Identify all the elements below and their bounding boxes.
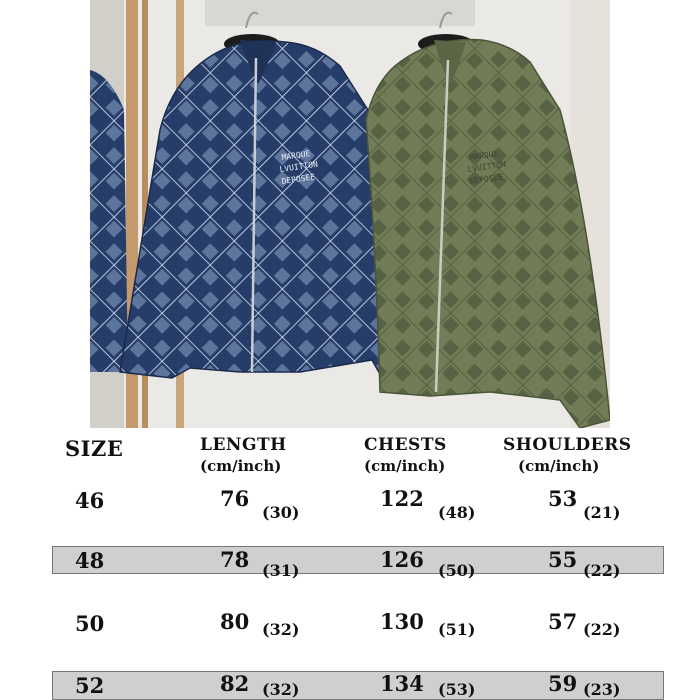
svg-text:DEPOSEE: DEPOSEE — [469, 172, 504, 186]
table-row-shoulder-inch: (22) — [583, 620, 621, 639]
header-chests-unit: (cm/inch) — [364, 457, 446, 475]
header-size: SIZE — [65, 436, 124, 461]
table-row-chest-inch: (50) — [438, 561, 476, 580]
table-row-size: 50 — [75, 611, 105, 636]
table-row-length: 78 — [220, 547, 250, 572]
table-row-length-inch: (31) — [262, 561, 300, 580]
table-row-length-inch: (32) — [262, 680, 300, 699]
header-length-unit: (cm/inch) — [200, 457, 282, 475]
svg-text:LVUITTON: LVUITTON — [279, 159, 319, 174]
table-row-chest-inch: (48) — [438, 503, 476, 522]
jackets-illustration — [90, 0, 610, 428]
table-row-chest: 126 — [380, 547, 424, 572]
table-row-shoulder-inch: (23) — [583, 680, 621, 699]
table-row-shoulder: 53 — [548, 486, 578, 511]
table-row-length: 80 — [220, 609, 250, 634]
table-row-shoulder: 55 — [548, 547, 578, 572]
table-row-length-inch: (32) — [262, 620, 300, 639]
table-row-chest: 134 — [380, 671, 424, 696]
table-row-size: 48 — [75, 548, 105, 573]
header-shoulders: SHOULDERS — [503, 435, 632, 455]
table-row-size: 46 — [75, 488, 105, 513]
table-row-size: 52 — [75, 673, 105, 698]
table-row-chest-inch: (53) — [438, 680, 476, 699]
table-row-length: 82 — [220, 671, 250, 696]
table-row-length-inch: (30) — [262, 503, 300, 522]
svg-text:MARQUE: MARQUE — [281, 149, 311, 162]
header-shoulders-unit: (cm/inch) — [518, 457, 600, 475]
table-row-chest-inch: (51) — [438, 620, 476, 639]
table-row-shoulder: 59 — [548, 671, 578, 696]
table-row-shoulder-inch: (22) — [583, 561, 621, 580]
product-photo — [90, 0, 610, 428]
svg-text:LVUITTON: LVUITTON — [467, 159, 507, 174]
header-length: LENGTH — [200, 435, 287, 455]
table-row-chest: 130 — [380, 609, 424, 634]
svg-text:MARQUE: MARQUE — [469, 149, 499, 162]
table-row-length: 76 — [220, 486, 250, 511]
svg-text:DEPOSEE: DEPOSEE — [281, 172, 316, 186]
header-chests: CHESTS — [364, 435, 447, 455]
table-row-chest: 122 — [380, 486, 424, 511]
table-row-shoulder-inch: (21) — [583, 503, 621, 522]
table-row-shoulder: 57 — [548, 609, 578, 634]
